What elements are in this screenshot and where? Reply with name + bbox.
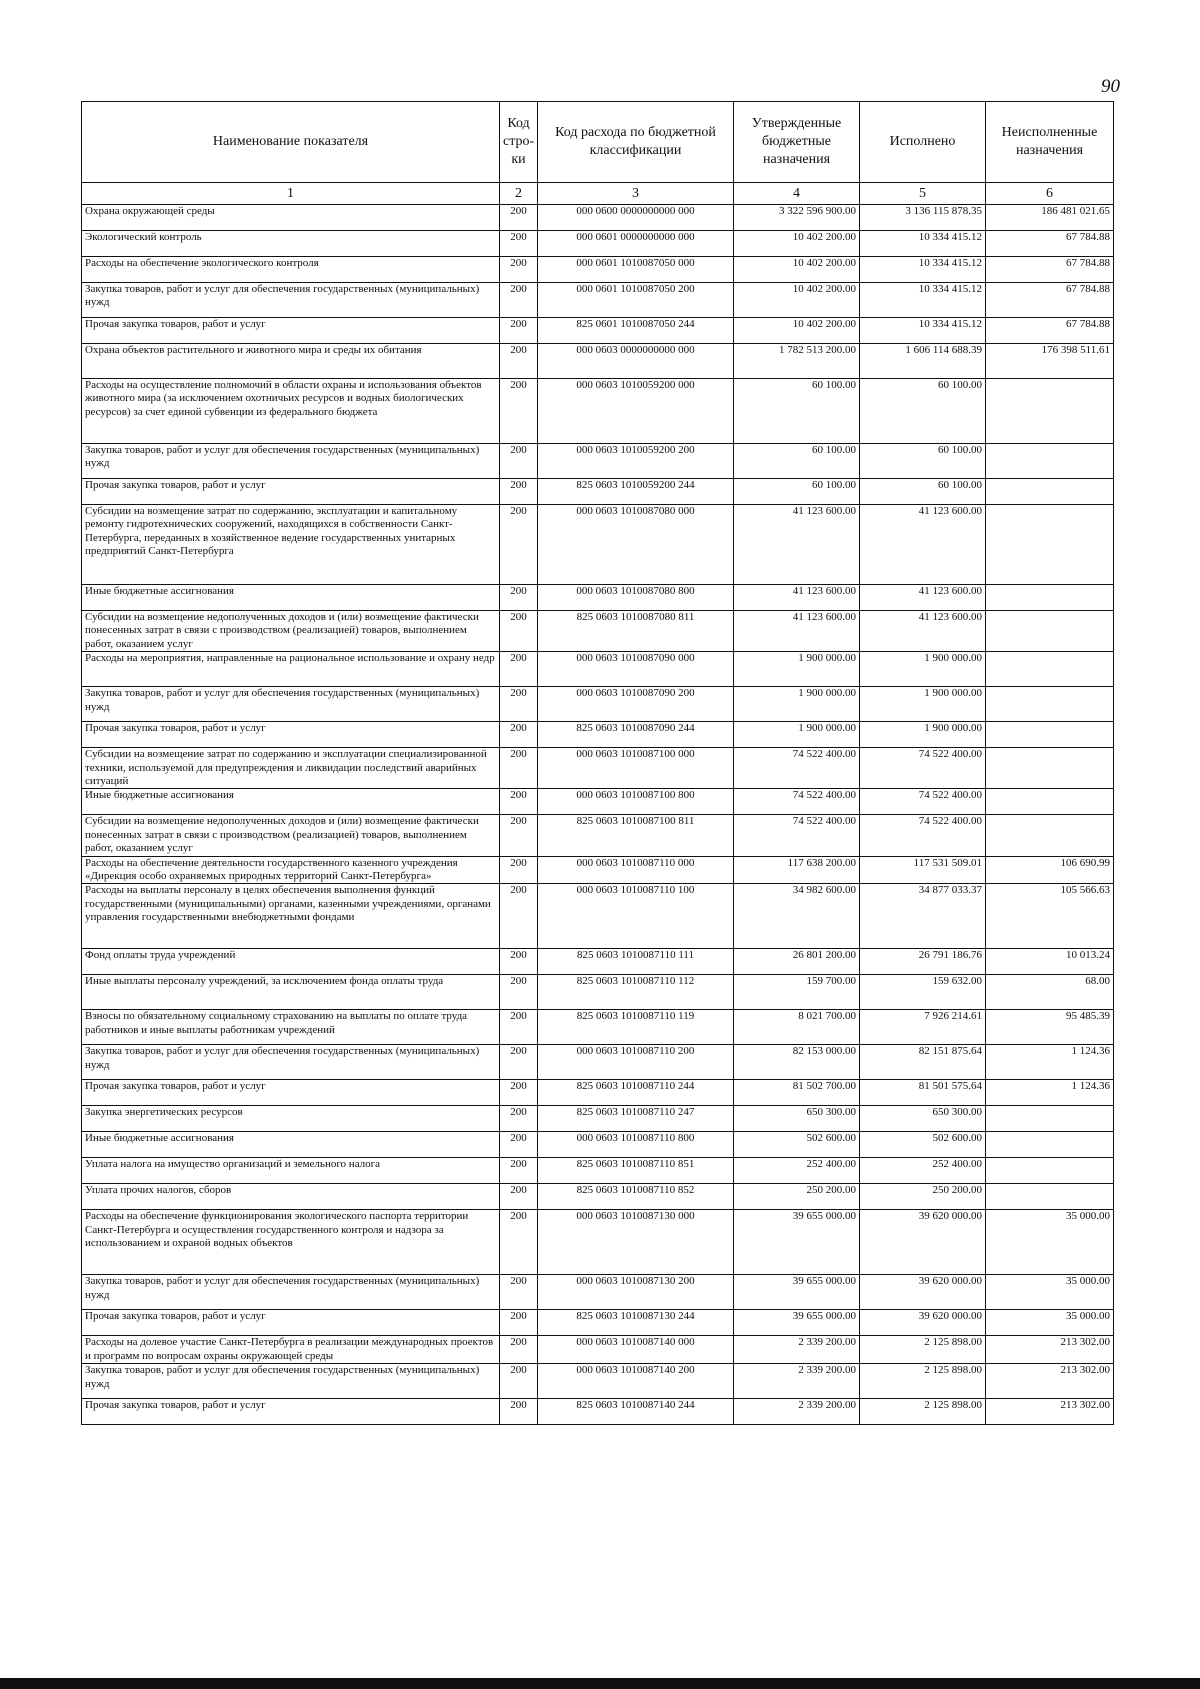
row-executed: 34 877 033.37 (860, 884, 986, 949)
row-approved: 252 400.00 (734, 1158, 860, 1184)
column-number: 4 (734, 183, 860, 205)
table-row (82, 815, 1114, 856)
row-executed: 74 522 400.00 (860, 789, 986, 815)
row-executed: 2 125 898.00 (860, 1336, 986, 1364)
row-executed: 41 123 600.00 (860, 505, 986, 585)
row-unexecuted: 67 784.88 (986, 318, 1114, 344)
row-name: Иные бюджетные ассигнования (82, 789, 500, 815)
row-expense-code: 000 0603 1010087110 200 (538, 1045, 734, 1080)
row-executed: 60 100.00 (860, 444, 986, 479)
row-name: Охрана окружающей среды (82, 205, 500, 231)
row-name: Прочая закупка товаров, работ и услуг (82, 479, 500, 505)
row-line-code: 200 (500, 1010, 538, 1045)
row-executed: 10 334 415.12 (860, 231, 986, 257)
row-expense-code: 825 0603 1010087110 111 (538, 949, 734, 975)
row-approved: 1 900 000.00 (734, 722, 860, 748)
row-executed: 7 926 214.61 (860, 1010, 986, 1045)
row-expense-code: 825 0603 1010087080 811 (538, 611, 734, 652)
table-row (82, 479, 1114, 505)
column-number: 6 (986, 183, 1114, 205)
row-unexecuted: 67 784.88 (986, 283, 1114, 318)
row-line-code: 200 (500, 1310, 538, 1336)
header-line-code: Код стро-ки (500, 102, 538, 183)
row-expense-code: 000 0603 1010087130 000 (538, 1210, 734, 1275)
row-unexecuted (986, 444, 1114, 479)
row-executed: 117 531 509.01 (860, 856, 986, 884)
row-line-code: 200 (500, 479, 538, 505)
row-approved: 74 522 400.00 (734, 748, 860, 789)
row-line-code: 200 (500, 687, 538, 722)
row-expense-code: 000 0603 0000000000 000 (538, 344, 734, 379)
table-row (82, 1184, 1114, 1210)
row-unexecuted: 67 784.88 (986, 257, 1114, 283)
row-executed: 1 900 000.00 (860, 722, 986, 748)
row-name: Взносы по обязательному социальному страхованию на выплаты по оплате труда работников и иные выплаты работникам учреждений (82, 1010, 500, 1045)
row-unexecuted (986, 1132, 1114, 1158)
row-unexecuted: 10 013.24 (986, 949, 1114, 975)
row-executed: 41 123 600.00 (860, 585, 986, 611)
row-executed: 41 123 600.00 (860, 611, 986, 652)
row-line-code: 200 (500, 815, 538, 856)
scan-bottom-edge (0, 1678, 1200, 1689)
row-approved: 1 900 000.00 (734, 652, 860, 687)
row-approved: 650 300.00 (734, 1106, 860, 1132)
table-row (82, 1045, 1114, 1080)
row-name: Прочая закупка товаров, работ и услуг (82, 1080, 500, 1106)
table-row (82, 856, 1114, 884)
row-executed: 10 334 415.12 (860, 318, 986, 344)
row-line-code: 200 (500, 1399, 538, 1425)
table-row (82, 1210, 1114, 1275)
row-unexecuted: 1 124.36 (986, 1045, 1114, 1080)
row-line-code: 200 (500, 611, 538, 652)
row-approved: 74 522 400.00 (734, 789, 860, 815)
row-approved: 2 339 200.00 (734, 1364, 860, 1399)
row-name: Иные бюджетные ассигнования (82, 1132, 500, 1158)
row-name: Закупка товаров, работ и услуг для обеспечения государственных (муниципальных) нужд (82, 687, 500, 722)
row-executed: 26 791 186.76 (860, 949, 986, 975)
row-approved: 41 123 600.00 (734, 585, 860, 611)
row-approved: 26 801 200.00 (734, 949, 860, 975)
header-name: Наименование показателя (82, 102, 500, 183)
row-expense-code: 825 0601 1010087050 244 (538, 318, 734, 344)
row-unexecuted: 213 302.00 (986, 1336, 1114, 1364)
row-line-code: 200 (500, 1364, 538, 1399)
row-executed: 3 136 115 878.35 (860, 205, 986, 231)
row-name: Экологический контроль (82, 231, 500, 257)
row-approved: 39 655 000.00 (734, 1310, 860, 1336)
table-row (82, 231, 1114, 257)
row-executed: 10 334 415.12 (860, 257, 986, 283)
table-row (82, 283, 1114, 318)
row-executed: 502 600.00 (860, 1132, 986, 1158)
page-number: 90 (1101, 76, 1120, 97)
row-executed: 10 334 415.12 (860, 283, 986, 318)
row-executed: 1 900 000.00 (860, 687, 986, 722)
row-expense-code: 000 0603 1010087110 000 (538, 856, 734, 884)
table-row (82, 687, 1114, 722)
row-expense-code: 000 0603 1010087080 800 (538, 585, 734, 611)
row-line-code: 200 (500, 505, 538, 585)
row-name: Расходы на долевое участие Санкт-Петербурга в реализации международных проектов и программ по вопросам охраны окружающей среды (82, 1336, 500, 1364)
row-approved: 74 522 400.00 (734, 815, 860, 856)
row-executed: 60 100.00 (860, 379, 986, 444)
row-line-code: 200 (500, 1275, 538, 1310)
row-approved: 60 100.00 (734, 444, 860, 479)
row-expense-code: 825 0603 1010087110 247 (538, 1106, 734, 1132)
row-unexecuted (986, 1184, 1114, 1210)
row-line-code: 200 (500, 1210, 538, 1275)
row-expense-code: 825 0603 1010087110 112 (538, 975, 734, 1010)
row-expense-code: 000 0601 1010087050 000 (538, 257, 734, 283)
row-line-code: 200 (500, 257, 538, 283)
row-line-code: 200 (500, 318, 538, 344)
table-row (82, 1399, 1114, 1425)
row-expense-code: 825 0603 1010059200 244 (538, 479, 734, 505)
row-approved: 2 339 200.00 (734, 1399, 860, 1425)
row-approved: 41 123 600.00 (734, 505, 860, 585)
row-name: Уплата прочих налогов, сборов (82, 1184, 500, 1210)
row-executed: 252 400.00 (860, 1158, 986, 1184)
row-unexecuted (986, 1158, 1114, 1184)
row-name: Уплата налога на имущество организаций и земельного налога (82, 1158, 500, 1184)
table-row (82, 949, 1114, 975)
row-expense-code: 825 0603 1010087130 244 (538, 1310, 734, 1336)
row-unexecuted: 35 000.00 (986, 1310, 1114, 1336)
row-approved: 39 655 000.00 (734, 1210, 860, 1275)
table-row (82, 1310, 1114, 1336)
row-executed: 2 125 898.00 (860, 1399, 986, 1425)
table-row (82, 1080, 1114, 1106)
row-unexecuted (986, 815, 1114, 856)
row-expense-code: 825 0603 1010087110 244 (538, 1080, 734, 1106)
row-name: Субсидии на возмещение недополученных доходов и (или) возмещение фактически понесенных затрат в связи с производством (реализацией) товаров, выполнением работ, оказанием услуг (82, 815, 500, 856)
row-line-code: 200 (500, 1045, 538, 1080)
header-executed: Исполнено (860, 102, 986, 183)
row-unexecuted (986, 379, 1114, 444)
row-approved: 60 100.00 (734, 479, 860, 505)
row-name: Закупка товаров, работ и услуг для обеспечения государственных (муниципальных) нужд (82, 283, 500, 318)
row-unexecuted (986, 585, 1114, 611)
table-row (82, 884, 1114, 949)
column-number: 1 (82, 183, 500, 205)
row-line-code: 200 (500, 748, 538, 789)
row-unexecuted: 106 690.99 (986, 856, 1114, 884)
header-row (82, 102, 1114, 183)
budget-execution-table (81, 101, 1114, 1425)
row-approved: 34 982 600.00 (734, 884, 860, 949)
row-expense-code: 825 0603 1010087140 244 (538, 1399, 734, 1425)
row-line-code: 200 (500, 652, 538, 687)
row-approved: 10 402 200.00 (734, 318, 860, 344)
row-executed: 74 522 400.00 (860, 748, 986, 789)
row-executed: 82 151 875.64 (860, 1045, 986, 1080)
row-name: Расходы на обеспечение экологического контроля (82, 257, 500, 283)
row-executed: 159 632.00 (860, 975, 986, 1010)
table-row (82, 318, 1114, 344)
table-body (82, 205, 1114, 1425)
row-approved: 41 123 600.00 (734, 611, 860, 652)
row-executed: 250 200.00 (860, 1184, 986, 1210)
table-row (82, 1275, 1114, 1310)
row-executed: 39 620 000.00 (860, 1310, 986, 1336)
row-unexecuted: 35 000.00 (986, 1275, 1114, 1310)
table-row (82, 344, 1114, 379)
row-approved: 159 700.00 (734, 975, 860, 1010)
row-name: Иные бюджетные ассигнования (82, 585, 500, 611)
row-name: Прочая закупка товаров, работ и услуг (82, 1310, 500, 1336)
row-expense-code: 825 0603 1010087090 244 (538, 722, 734, 748)
row-unexecuted: 1 124.36 (986, 1080, 1114, 1106)
row-name: Расходы на мероприятия, направленные на рациональное использование и охрану недр (82, 652, 500, 687)
row-line-code: 200 (500, 1158, 538, 1184)
row-line-code: 200 (500, 789, 538, 815)
row-approved: 2 339 200.00 (734, 1336, 860, 1364)
row-line-code: 200 (500, 1132, 538, 1158)
table-row (82, 505, 1114, 585)
row-name: Прочая закупка товаров, работ и услуг (82, 722, 500, 748)
row-unexecuted (986, 687, 1114, 722)
row-expense-code: 000 0603 1010059200 000 (538, 379, 734, 444)
row-executed: 39 620 000.00 (860, 1275, 986, 1310)
row-line-code: 200 (500, 379, 538, 444)
row-name: Субсидии на возмещение затрат по содержанию, эксплуатации и капитальному ремонту гидротехнических сооружений, находящихся в собственности Санкт-Петербурга, переданных в хозяйственное ведение государственных унитарных предприятий Санкт-Петербурга (82, 505, 500, 585)
row-approved: 39 655 000.00 (734, 1275, 860, 1310)
row-expense-code: 000 0603 1010087090 200 (538, 687, 734, 722)
table-row (82, 1336, 1114, 1364)
table-row (82, 1106, 1114, 1132)
row-name: Закупка товаров, работ и услуг для обеспечения государственных (муниципальных) нужд (82, 1045, 500, 1080)
row-expense-code: 825 0603 1010087100 811 (538, 815, 734, 856)
row-approved: 8 021 700.00 (734, 1010, 860, 1045)
column-number: 3 (538, 183, 734, 205)
row-executed: 81 501 575.64 (860, 1080, 986, 1106)
row-executed: 2 125 898.00 (860, 1364, 986, 1399)
row-name: Субсидии на возмещение недополученных доходов и (или) возмещение фактически понесенных затрат в связи с производством (реализацией) товаров, выполнением работ, оказанием услуг (82, 611, 500, 652)
row-line-code: 200 (500, 205, 538, 231)
row-expense-code: 000 0603 1010087140 000 (538, 1336, 734, 1364)
row-approved: 60 100.00 (734, 379, 860, 444)
row-executed: 650 300.00 (860, 1106, 986, 1132)
row-executed: 1 606 114 688.39 (860, 344, 986, 379)
table-row (82, 722, 1114, 748)
row-line-code: 200 (500, 1184, 538, 1210)
row-unexecuted (986, 652, 1114, 687)
row-approved: 1 900 000.00 (734, 687, 860, 722)
row-expense-code: 000 0603 1010087090 000 (538, 652, 734, 687)
table-row (82, 1132, 1114, 1158)
table-row (82, 748, 1114, 789)
row-expense-code: 000 0603 1010087080 000 (538, 505, 734, 585)
row-approved: 81 502 700.00 (734, 1080, 860, 1106)
table-row (82, 257, 1114, 283)
row-unexecuted: 213 302.00 (986, 1399, 1114, 1425)
row-expense-code: 000 0603 1010087140 200 (538, 1364, 734, 1399)
row-name: Иные выплаты персоналу учреждений, за исключением фонда оплаты труда (82, 975, 500, 1010)
row-line-code: 200 (500, 884, 538, 949)
row-expense-code: 000 0603 1010087100 000 (538, 748, 734, 789)
row-approved: 250 200.00 (734, 1184, 860, 1210)
row-expense-code: 825 0603 1010087110 851 (538, 1158, 734, 1184)
column-number: 2 (500, 183, 538, 205)
column-number-row (82, 183, 1114, 205)
row-name: Закупка товаров, работ и услуг для обеспечения государственных (муниципальных) нужд (82, 1275, 500, 1310)
row-unexecuted (986, 611, 1114, 652)
row-approved: 1 782 513 200.00 (734, 344, 860, 379)
table-row (82, 789, 1114, 815)
row-name: Прочая закупка товаров, работ и услуг (82, 318, 500, 344)
row-name: Закупка товаров, работ и услуг для обеспечения государственных (муниципальных) нужд (82, 1364, 500, 1399)
row-unexecuted: 105 566.63 (986, 884, 1114, 949)
row-unexecuted: 213 302.00 (986, 1364, 1114, 1399)
row-unexecuted: 35 000.00 (986, 1210, 1114, 1275)
row-name: Субсидии на возмещение затрат по содержанию и эксплуатации специализированной техники, используемой для предупреждения и ликвидации последствий аварийных ситуаций (82, 748, 500, 789)
row-expense-code: 000 0600 0000000000 000 (538, 205, 734, 231)
row-line-code: 200 (500, 1336, 538, 1364)
row-name: Прочая закупка товаров, работ и услуг (82, 1399, 500, 1425)
row-unexecuted: 67 784.88 (986, 231, 1114, 257)
row-approved: 10 402 200.00 (734, 283, 860, 318)
row-expense-code: 000 0603 1010087110 100 (538, 884, 734, 949)
row-approved: 82 153 000.00 (734, 1045, 860, 1080)
table-row (82, 205, 1114, 231)
row-approved: 502 600.00 (734, 1132, 860, 1158)
row-expense-code: 825 0603 1010087110 852 (538, 1184, 734, 1210)
row-unexecuted: 95 485.39 (986, 1010, 1114, 1045)
row-expense-code: 000 0601 1010087050 200 (538, 283, 734, 318)
row-line-code: 200 (500, 1106, 538, 1132)
row-unexecuted (986, 505, 1114, 585)
header-expense-code: Код расхода по бюджетной классификации (538, 102, 734, 183)
table-row (82, 611, 1114, 652)
row-expense-code: 825 0603 1010087110 119 (538, 1010, 734, 1045)
row-unexecuted (986, 1106, 1114, 1132)
row-expense-code: 000 0603 1010087100 800 (538, 789, 734, 815)
table-row (82, 379, 1114, 444)
table-row (82, 1158, 1114, 1184)
row-expense-code: 000 0603 1010087110 800 (538, 1132, 734, 1158)
row-line-code: 200 (500, 444, 538, 479)
row-unexecuted: 176 398 511.61 (986, 344, 1114, 379)
row-approved: 10 402 200.00 (734, 231, 860, 257)
row-approved: 3 322 596 900.00 (734, 205, 860, 231)
row-line-code: 200 (500, 344, 538, 379)
row-approved: 117 638 200.00 (734, 856, 860, 884)
row-approved: 10 402 200.00 (734, 257, 860, 283)
row-line-code: 200 (500, 283, 538, 318)
table-row (82, 1010, 1114, 1045)
header-approved: Утвержденные бюджетные назначения (734, 102, 860, 183)
row-unexecuted (986, 789, 1114, 815)
table-row (82, 444, 1114, 479)
row-name: Расходы на обеспечение деятельности государственного казенного учреждения «Дирекция особо охраняемых природных территорий Санкт-Петербурга» (82, 856, 500, 884)
row-unexecuted: 186 481 021.65 (986, 205, 1114, 231)
row-expense-code: 000 0601 0000000000 000 (538, 231, 734, 257)
row-name: Фонд оплаты труда учреждений (82, 949, 500, 975)
table-row (82, 1364, 1114, 1399)
header-unexecuted: Неисполненные назначения (986, 102, 1114, 183)
row-executed: 39 620 000.00 (860, 1210, 986, 1275)
row-executed: 74 522 400.00 (860, 815, 986, 856)
row-expense-code: 000 0603 1010059200 200 (538, 444, 734, 479)
row-unexecuted (986, 479, 1114, 505)
row-name: Закупка товаров, работ и услуг для обеспечения государственных (муниципальных) нужд (82, 444, 500, 479)
row-name: Закупка энергетических ресурсов (82, 1106, 500, 1132)
row-line-code: 200 (500, 1080, 538, 1106)
row-name: Расходы на обеспечение функционирования экологического паспорта территории Санкт-Петербурга и осуществления государственного контроля и надзора за использованием и охраной водных объектов (82, 1210, 500, 1275)
row-unexecuted (986, 722, 1114, 748)
table-row (82, 652, 1114, 687)
row-unexecuted: 68.00 (986, 975, 1114, 1010)
row-line-code: 200 (500, 975, 538, 1010)
table-row (82, 585, 1114, 611)
row-line-code: 200 (500, 231, 538, 257)
row-line-code: 200 (500, 949, 538, 975)
row-expense-code: 000 0603 1010087130 200 (538, 1275, 734, 1310)
row-line-code: 200 (500, 722, 538, 748)
row-executed: 60 100.00 (860, 479, 986, 505)
row-name: Расходы на осуществление полномочий в области охраны и использования объектов животного мира (за исключением охотничьих ресурсов и водных биологических ресурсов) за счет единой субвенции из федерального бюджета (82, 379, 500, 444)
table-row (82, 975, 1114, 1010)
row-line-code: 200 (500, 585, 538, 611)
column-number: 5 (860, 183, 986, 205)
row-unexecuted (986, 748, 1114, 789)
row-line-code: 200 (500, 856, 538, 884)
row-name: Расходы на выплаты персоналу в целях обеспечения выполнения функций государственными (муниципальными) органами, казенными учреждениями, органами управления государственными внебюджетными фондами (82, 884, 500, 949)
row-executed: 1 900 000.00 (860, 652, 986, 687)
row-name: Охрана объектов растительного и животного мира и среды их обитания (82, 344, 500, 379)
